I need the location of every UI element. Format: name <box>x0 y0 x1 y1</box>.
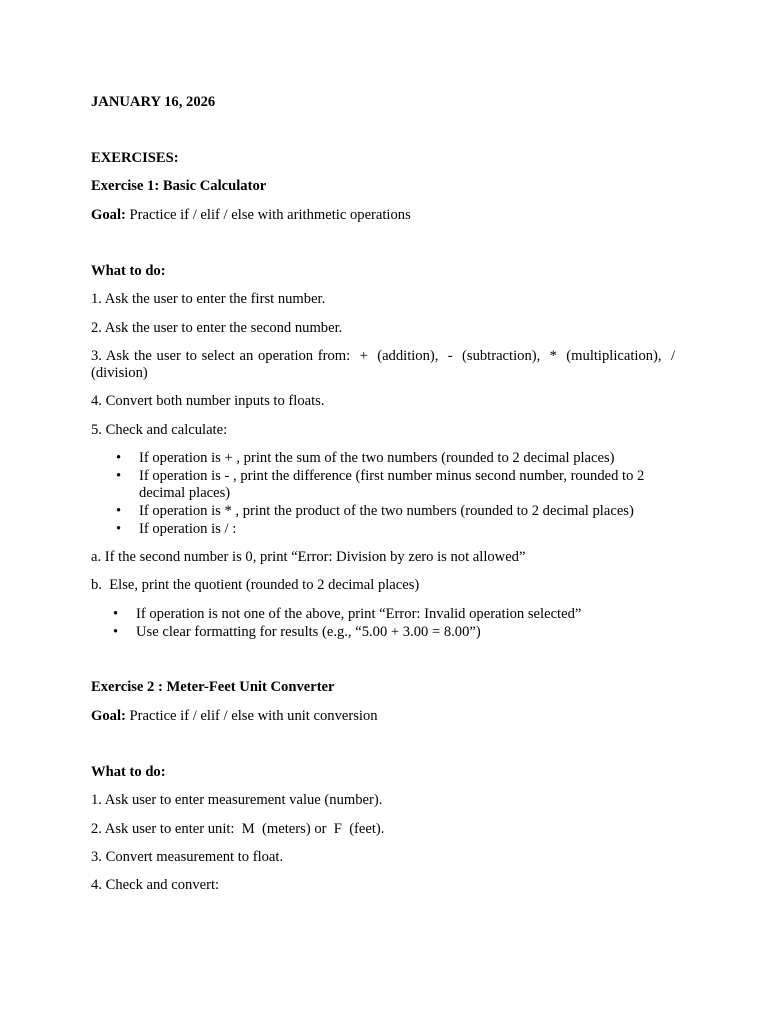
goal-label: Goal: <box>91 207 126 223</box>
exercise-2-step-2: 2. Ask user to enter unit: M (meters) or F (feet). <box>91 821 385 837</box>
bullet-text: If operation is - , print the difference (first number minus second number, rounded to 2 decimal places) <box>139 468 645 501</box>
bullet-text: If operation is * , print the product of the two numbers (rounded to 2 decimal places) <box>139 503 634 519</box>
exercise-1-step-3: 3. Ask the user to select an operation from: + (addition), - (subtraction), * (multiplication), / (division) <box>91 348 683 381</box>
exercise-1-step-2: 2. Ask the user to enter the second number. <box>91 320 343 336</box>
division-sub-b: b. Else, print the quotient (rounded to 2 decimal places) <box>91 577 420 593</box>
exercise-1-step-5: 5. Check and calculate: <box>91 422 228 438</box>
bullet-icon: • <box>116 450 122 466</box>
exercise-1-step-1: 1. Ask the user to enter the first number. <box>91 291 326 307</box>
exercise-2-what-to-do: What to do: <box>91 764 166 780</box>
bullet-icon: • <box>113 624 119 640</box>
list-item <box>91 503 675 520</box>
document-body <box>91 94 683 894</box>
exercise-2-step-4: 4. Check and convert: <box>91 877 220 893</box>
bullet-text: If operation is / : <box>139 521 237 537</box>
exercise-1-title: Exercise 1: Basic Calculator <box>91 178 267 194</box>
exercise-2-goal <box>91 708 675 725</box>
bullet-icon: • <box>116 521 122 537</box>
list-item <box>91 624 675 641</box>
bullet-icon: • <box>116 503 122 519</box>
list-item <box>91 606 675 623</box>
bullet-icon: • <box>113 606 119 622</box>
exercises-heading: EXERCISES: <box>91 150 179 166</box>
exercise-2-step-1: 1. Ask user to enter measurement value (number). <box>91 792 383 808</box>
exercise-1-goal <box>91 207 675 224</box>
list-item <box>91 521 675 538</box>
document-date: JANUARY 16, 2026 <box>91 94 216 110</box>
goal-text: Practice if / elif / else with arithmetic operations <box>125 207 411 223</box>
exercise-1-step-4: 4. Convert both number inputs to floats. <box>91 393 325 409</box>
bullet-icon: • <box>116 468 122 484</box>
list-item <box>91 468 675 502</box>
operation-bullet-list <box>91 450 675 538</box>
bullet-text: If operation is not one of the above, print “Error: Invalid operation selected” <box>136 606 582 622</box>
exercise-2-step-3: 3. Convert measurement to float. <box>91 849 284 865</box>
bullet-text: Use clear formatting for results (e.g., “5.00 + 3.00 = 8.00”) <box>136 624 481 640</box>
division-sub-a: a. If the second number is 0, print “Error: Division by zero is not allowed” <box>91 549 526 565</box>
goal-text: Practice if / elif / else with unit conversion <box>125 708 378 724</box>
goal-label: Goal: <box>91 708 126 724</box>
exercise-2-title: Exercise 2 : Meter-Feet Unit Converter <box>91 679 335 695</box>
exercise-1-what-to-do: What to do: <box>91 263 166 279</box>
notes-bullet-list <box>91 606 675 641</box>
bullet-text: If operation is + , print the sum of the two numbers (rounded to 2 decimal places) <box>139 450 615 466</box>
list-item <box>91 450 675 467</box>
